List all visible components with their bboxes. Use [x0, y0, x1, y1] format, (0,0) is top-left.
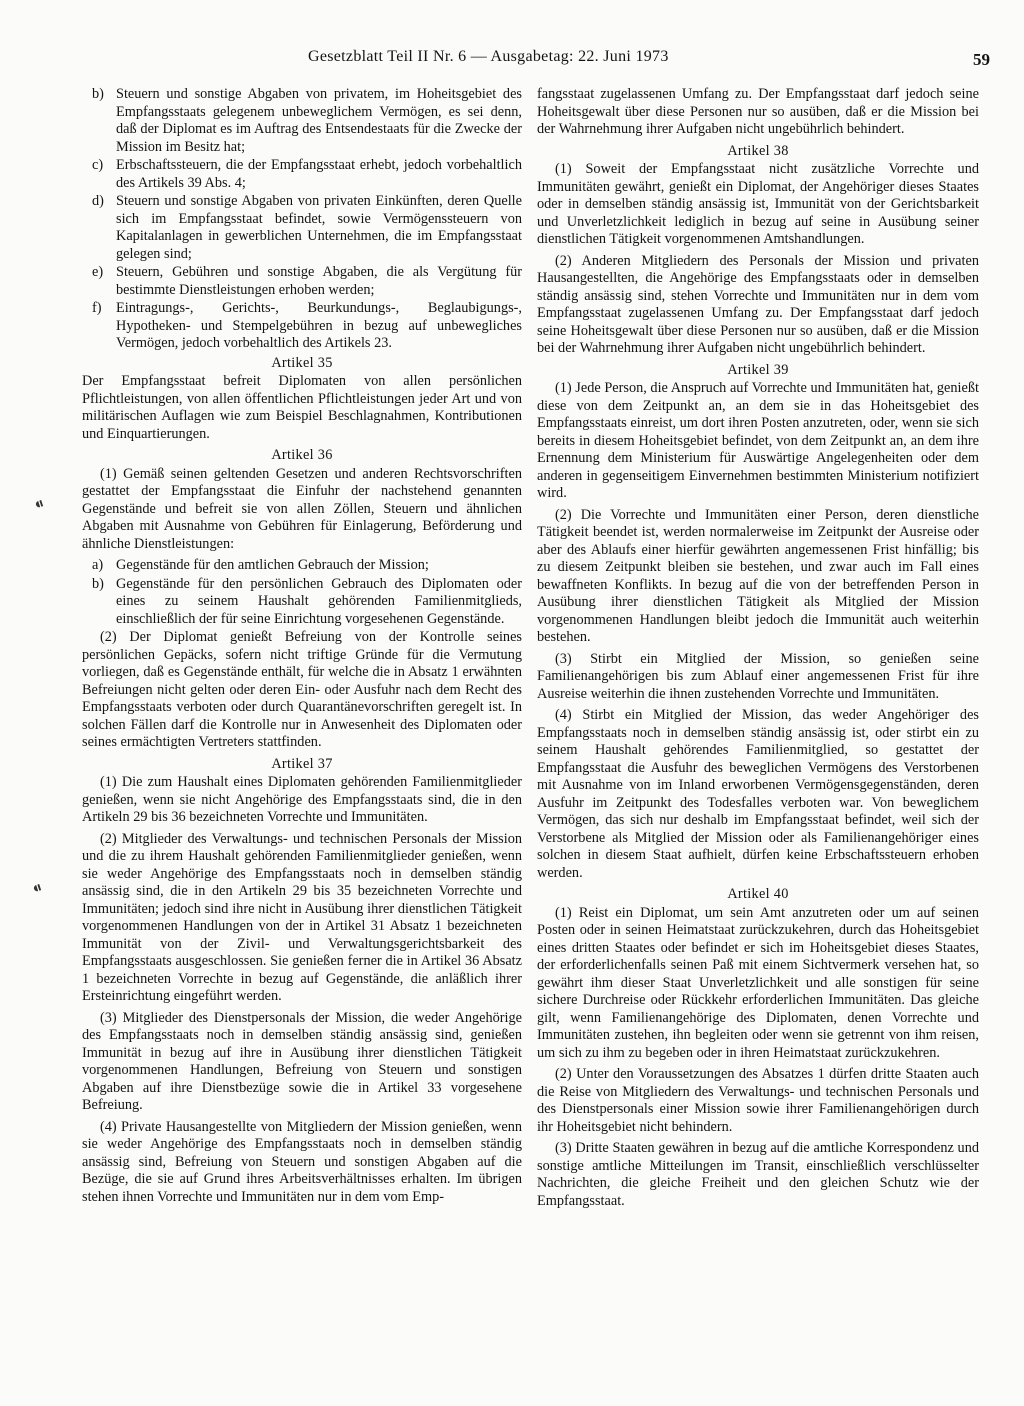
item-label: c)	[92, 157, 104, 173]
item-text: Gegenstände für den amtlichen Gebrauch der Mission;	[116, 557, 429, 573]
page-header	[90, 48, 990, 72]
article-heading: Artikel 36	[271, 447, 333, 463]
list-item	[82, 193, 522, 263]
item-text: Eintragungs-, Gerichts-, Beurkundungs-, Beglaubigungs-, Hypotheken- und Stempelgebühren in bezug auf unbewegliches Vermögen, jedoch vorbehaltlich des Artikels 23.	[116, 300, 522, 351]
paragraph: fangsstaat zugelassenen Umfang zu. Der Empfangsstaat darf jedoch seine Hoheitsgewalt über diese Personen nur so ausüben, daß er die Mission bei der Wahrnehmung ihrer Aufgaben nicht ungebührlich behindert.	[537, 86, 979, 137]
paragraph: (2) Mitglieder des Verwaltungs- und technischen Personals der Mission und die zu ihrem Haushalt gehörenden Familienmitglieder genießen, wenn sie weder Angehörige des Empfangsstaats noch in demselben ständig ansässig sind, die in den Artikeln 29 bis 35 bezeichneten Vorrechte und Immunitäten; jedoch sind ihre nicht in Ausübung ihrer dienstlichen Tätigkeit vorgenommenen Handlungen von der in Artikel 31 Absatz 1 bezeichneten Immunität von der Zivil- und Verwaltungsgerichtsbarkeit des Empfangsstaats ausgeschlossen. Sie genießen ferner die in Artikel 36 Absatz 1 bezeichneten Vorrechte in bezug auf Gegenstände, die anläßlich ihrer Ersteinrichtung eingeführt werden.	[82, 830, 522, 1004]
right-column	[537, 86, 979, 1214]
paragraph: (4) Private Hausangestellte von Mitgliedern der Mission genießen, wenn sie weder Angehörige des Empfangsstaats noch in demselben ständig ansässig sind, Befreiung von Steuern und sonstigen Abgaben auf die Bezüge, die sie auf Grund ihres Arbeitsverhältnisses erhalten. Im übrigen stehen ihnen Vorrechte und Immunitäten nur in dem vom Emp-	[82, 1118, 522, 1205]
list-item	[82, 300, 522, 353]
paragraph: (1) Gemäß seinen geltenden Gesetzen und anderen Rechtsvorschriften gestattet der Empfangsstaat die Einfuhr der nachstehend genannten Gegenstände und befreit sie von allen Zöllen, Steuern und ähnlichen Abgaben mit Ausnahme von Gebühren für Einlagerung, Beförderung und ähnliche Dienstleistungen:	[82, 465, 522, 552]
paragraph: (2) Unter den Voraussetzungen des Absatzes 1 dürfen dritte Staaten auch die Reise von Mitgliedern des Verwaltungs- und technischen Personals und des Dienstpersonals einer Mission sowie ihrer Familienangehörigen durch ihr Hoheitsgebiet nicht behindern.	[537, 1066, 979, 1135]
item-text: Gegenstände für den persönlichen Gebrauch des Diplomaten oder eines zu seinem Haushalt gehörenden Familienmitglieds, einschließlich der für seine Einrichtung vorgesehenen Gegenstände.	[116, 575, 522, 627]
margin-check-mark: ⁌	[30, 490, 49, 519]
paragraph: (4) Stirbt ein Mitglied der Mission, das weder Angehöriger des Empfangsstaats noch in demselben ständig ansässig ist, oder stirbt ein zu seinem Haushalt gehörendes Familienmitglied, so gestattet der Empfangsstaat die Ausfuhr des beweglichen Vermögens des Verstorbenen mit Ausnahme von im Inland erworbenen Vermögensgegenständen, deren Ausfuhr im Zeitpunkt des Todesfalles verboten war. Von beweglichem Vermögen, das sich nur deshalb im Empfangsstaat befindet, weil sich der Verstorbene als Mitglied der Mission oder als Familienangehöriger eines solchen in diesem Staat aufhielt, dürfen keine Erbschaftssteuern erhoben werden.	[537, 707, 979, 881]
paragraph: (3) Stirbt ein Mitglied der Mission, so genießen seine Familienangehörigen bis zum Ablauf einer angemessenen Frist für ihre Ausreise weiterhin die ihnen zustehenden Vorrechte und Immunitäten.	[537, 650, 979, 702]
list-item	[82, 576, 522, 629]
item-label: b)	[92, 86, 104, 102]
page-number: 59	[973, 50, 990, 69]
article-heading: Artikel 35	[271, 354, 333, 371]
article-heading: Artikel 37	[271, 755, 333, 772]
article-heading: Artikel 38	[727, 142, 789, 159]
paragraph: (2) Der Diplomat genießt Befreiung von der Kontrolle seines persönlichen Gepäcks, sofern nicht triftige Gründe für die Vermutung vorliegen, daß es Gegenstände enthält, für welche die in Absatz 1 erwähnten Befreiungen nicht gelten oder deren Ein- oder Ausfuhr nach dem Recht des Empfangsstaats verboten oder durch Quarantänevorschriften geregelt ist. In solchen Fällen darf die Kontrolle nur in Anwesenheit des Diplomaten oder seines ermächtigten Vertreters stattfinden.	[82, 629, 522, 750]
list-item	[82, 86, 522, 156]
list-item	[82, 157, 522, 192]
margin-check-mark: ⁌	[28, 874, 47, 903]
item-text: Steuern und sonstige Abgaben von privaten Einkünften, deren Quelle sich im Empfangsstaat befindet, sowie Vermögenssteuern von Kapitalanlagen in gewerblichen Unternehmen, die im Empfangsstaat gelegen sind;	[116, 193, 522, 262]
paragraph: (3) Dritte Staaten gewähren in bezug auf die amtliche Korrespondenz und sonstige amtliche Mitteilungen im Transit, einschließlich verschlüsselter Nachrichten, die gleiche Freiheit und den gleichen Schutz wie der Empfangsstaat.	[537, 1140, 979, 1209]
item-label: a)	[92, 557, 104, 573]
item-label: d)	[92, 193, 104, 209]
item-text: Erbschaftssteuern, die der Empfangsstaat erhebt, jedoch vorbehaltlich des Artikels 39 Abs. 4;	[116, 157, 522, 191]
paragraph: (3) Mitglieder des Dienstpersonals der Mission, die weder Angehörige des Empfangsstaats noch in demselben ständig ansässig sind, genießen Immunität in bezug auf ihre in Ausübung ihrer dienstlichen Tätigkeit vorgenommenen Handlungen, Befreiung von Steuern und sonstigen Abgaben auf ihre Dienstbezüge sowie die in Artikel 33 vorgesehene Befreiung.	[82, 1009, 522, 1113]
header-title: Gesetzblatt Teil II Nr. 6 — Ausgabetag: 22. Juni 1973	[308, 48, 669, 65]
article-heading: Artikel 39	[727, 361, 789, 378]
list-item	[82, 557, 522, 575]
list-item	[82, 264, 522, 299]
paragraph: Der Empfangsstaat befreit Diplomaten von allen persönlichen Pflichtleistungen, von allen öffentlichen Pflichtleistungen jeder Art und von militärischen Auflagen wie zum Beispiel Beschlagnahmen, Kontributionen und Einquartierungen.	[82, 373, 522, 442]
article-heading: Artikel 40	[727, 886, 789, 902]
item-label: b)	[92, 575, 104, 592]
left-column	[82, 86, 522, 1210]
paragraph: (2) Die Vorrechte und Immunitäten einer Person, deren dienstliche Tätigkeit beendet ist, werden normalerweise im Zeitpunkt der Ausreise oder aber des Ablaufs einer hierfür gewährten angemessenen Frist hinfällig; bis zu diesem Zeitpunkt bleiben sie bestehen, und zwar auch im Fall eines bewaffneten Konflikts. In bezug auf die von der betreffenden Person in Ausübung ihrer dienstlichen Tätigkeit als Mitglied der Mission vorgenommenen Handlungen bleibt jedoch die Immunität auch weiterhin bestehen.	[537, 506, 979, 645]
item-text: Steuern, Gebühren und sonstige Abgaben, die als Vergütung für bestimmte Dienstleistungen erhoben werden;	[116, 264, 522, 298]
item-text: Steuern und sonstige Abgaben von privatem, im Hoheitsgebiet des Empfangsstaats gelegenem unbeweglichem Vermögen, es sei denn, daß der Diplomat es im Auftrag des Entsendestaats für die Zwecke der Mission im Besitz hat;	[116, 86, 522, 155]
paragraph: (1) Soweit der Empfangsstaat nicht zusätzliche Vorrechte und Immunitäten gewährt, genießt ein Diplomat, der Angehöriger dieses Staates oder in demselben ständig ansässig ist, Immunität von der Gerichtsbarkeit und Unverletzlichkeit lediglich in bezug auf seine in Ausübung seiner dienstlichen Tätigkeit vorgenommenen Amtshandlungen.	[537, 161, 979, 247]
paragraph: (1) Die zum Haushalt eines Diplomaten gehörenden Familienmitglieder genießen, wenn sie nicht Angehörige des Empfangsstaats sind, die in den Artikeln 29 bis 36 bezeichneten Vorrechte und Immunitäten.	[82, 774, 522, 825]
paragraph: (1) Reist ein Diplomat, um sein Amt anzutreten oder um auf seinen Posten oder in seinen Heimatstaat zurückzukehren, durch das Hoheitsgebiet eines dritten Staates oder befindet er sich im Hoheitsgebiet dieses Staates, der erforderlichenfalls seinen Paß mit einem Sichtvermerk versehen hat, so gewährt ihm dieser Staat Unverletzlichkeit und alle sonstigen für seine sichere Durchreise oder Rückkehr erforderlichen Immunitäten. Das gleiche gilt, wenn Familienangehörige des Diplomaten, denen Vorrechte und Immunitäten zustehen, ihn begleiten oder wenn sie getrennt von ihm reisen, um sich zu ihm zu begeben oder in ihren Heimatstaat zurückzukehren.	[537, 904, 979, 1061]
item-label: e)	[92, 264, 104, 280]
item-label: f)	[92, 300, 102, 316]
paragraph: (1) Jede Person, die Anspruch auf Vorrechte und Immunitäten hat, genießt diese von dem Zeitpunkt an, an dem sie in das Hoheitsgebiet des Empfangsstaats einreist, um dort ihren Posten anzutreten, oder, wenn sie sich bereits in diesem Hoheitsgebiet befindet, von dem Zeitpunkt an, an dem ihre Ernennung dem Ministerium für Auswärtige Angelegenheiten oder dem anderen in gegenseitigem Einvernehmen bestimmten Ministerium notifiziert wird.	[537, 380, 979, 501]
paragraph: (2) Anderen Mitgliedern des Personals der Mission und privaten Hausangestellten, die Angehörige des Empfangsstaats oder in demselben ständig ansässig sind, stehen Vorrechte und Immunitäten nur in dem vom Empfangsstaat zugelassenen Umfang zu. Der Empfangsstaat darf jedoch seine Hoheitsgewalt über diese Personen nur so ausüben, daß er die Mission bei der Wahrnehmung ihrer Aufgaben nicht ungebührlich behindert.	[537, 252, 979, 356]
